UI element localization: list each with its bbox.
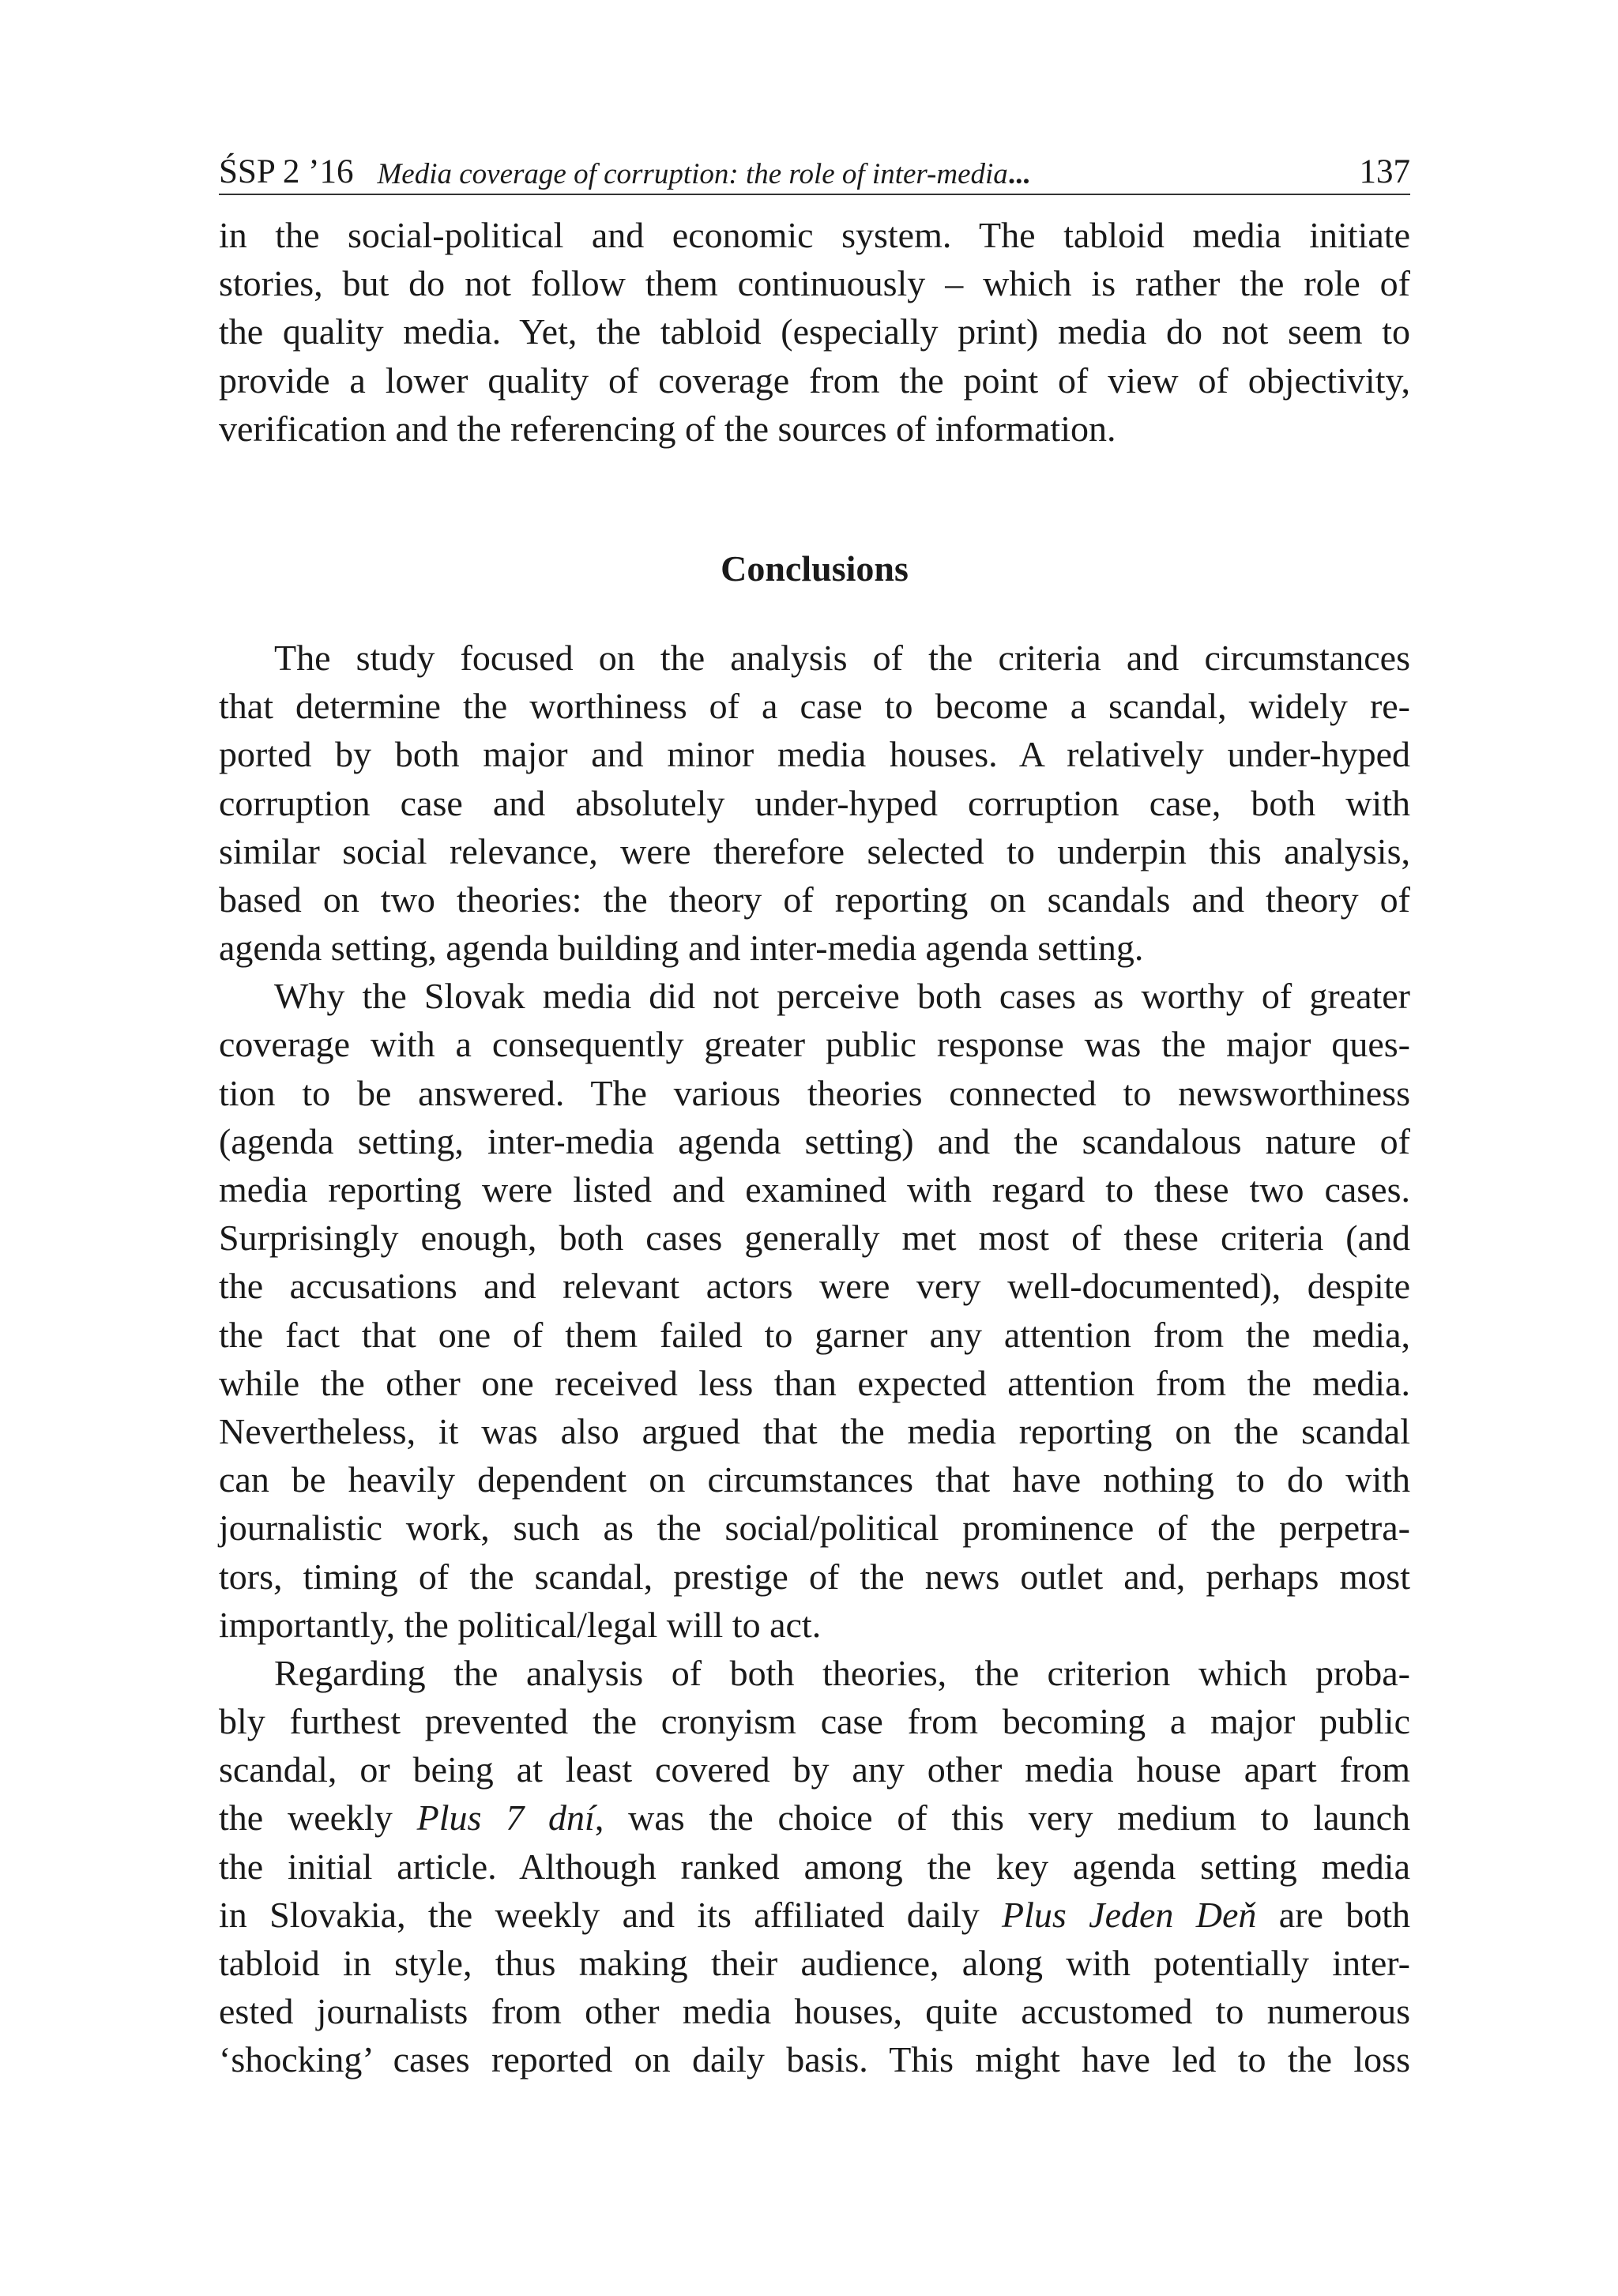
text-line: (agenda setting, inter-media agenda setting) and the scandalous nature of	[219, 1120, 1410, 1161]
text-line: Nevertheless, it was also argued that the media reporting on the scandal	[219, 1410, 1410, 1451]
text-line: ported by both major and minor media houses. A relatively under-hyped	[219, 734, 1410, 775]
text-line: in the social-political and economic system. The tabloid media initiate	[219, 215, 1410, 255]
text-line: The study focused on the analysis of the criteria and circumstances	[274, 637, 1410, 678]
text-line: provide a lower quality of coverage from the point of view of objectivity,	[219, 359, 1410, 401]
text-line: tion to be answered. The various theories connected to newsworthiness	[219, 1072, 1410, 1113]
text-line: while the other one received less than expected attention from the media.	[219, 1362, 1410, 1403]
text-line-with-italic	[219, 1891, 1410, 1939]
text-line: similar social relevance, were therefore selected to underpin this analysis,	[219, 830, 1410, 871]
text-line: Why the Slovak media did not perceive both cases as worthy of greater	[274, 976, 1410, 1017]
text-line: ‘shocking’ cases reported on daily basis. This might have led to the loss	[219, 2039, 1410, 2080]
text-line: stories, but do not follow them continuously – which is rather the role of	[219, 263, 1410, 304]
running-title-text: Media coverage of corruption: the role of inter-media	[377, 158, 1008, 190]
journal-issue: ŚSP 2 ’16	[219, 153, 354, 190]
text-line: agenda setting, agenda building and inter-media agenda setting.	[219, 928, 1144, 969]
text-line: tors, timing of the scandal, prestige of the news outlet and, perhaps most	[219, 1556, 1410, 1597]
conclusions-paragraph-1	[219, 634, 1410, 972]
section-heading-wrap	[219, 544, 1410, 593]
text-line: Regarding the analysis of both theories, the criterion which proba-	[274, 1652, 1410, 1693]
text-line: Surprisingly enough, both cases generally met most of these criteria (and	[219, 1218, 1410, 1259]
intro-paragraph	[219, 211, 1410, 453]
page-number: 137	[1359, 153, 1410, 190]
text-line: can be heavily dependent on circumstances that have nothing to do with	[219, 1459, 1410, 1500]
text-line: the initial article. Although ranked among the key agenda setting media	[219, 1846, 1410, 1887]
conclusions-paragraph-3	[219, 1649, 1410, 2084]
running-title-ellipsis: ...	[1007, 158, 1030, 190]
text-line: corruption case and absolutely under-hyped corruption case, both with	[219, 782, 1410, 823]
text-line: scandal, or being at least covered by any other media house apart from	[219, 1749, 1410, 1790]
text-line-with-italic	[219, 1794, 1410, 1842]
text-line: based on two theories: the theory of reporting on scandals and theory of	[219, 879, 1410, 920]
text-line: tabloid in style, thus making their audience, along with potentially inter-	[219, 1943, 1410, 1983]
publication-title-plus-jeden-den: Plus Jeden Deň	[1002, 1894, 1257, 1935]
conclusions-paragraph-2	[219, 972, 1410, 1649]
text-line: the fact that one of them failed to garner any attention from the media,	[219, 1314, 1410, 1355]
text-line: verification and the referencing of the sources of information.	[219, 408, 1116, 449]
page	[219, 146, 1410, 2084]
text-line: bly furthest prevented the cronyism case from becoming a major public	[219, 1701, 1410, 1742]
text-line: coverage with a consequently greater public response was the major ques-	[219, 1024, 1410, 1065]
text-line: that determine the worthiness of a case to become a scandal, widely re-	[219, 686, 1410, 727]
text-line: journalistic work, such as the social/political prominence of the perpetra-	[219, 1507, 1410, 1549]
section-heading: Conclusions	[721, 548, 909, 589]
text-line: the quality media. Yet, the tabloid (especially print) media do not seem to	[219, 311, 1410, 352]
text-line: the accusations and relevant actors were very well-documented), despite	[219, 1266, 1410, 1307]
text-segment: are both	[1256, 1894, 1411, 1935]
text-segment: , was the choice of this very medium to launch	[594, 1797, 1411, 1839]
running-header	[219, 146, 1410, 195]
text-line: ested journalists from other media houses, quite accustomed to numerous	[219, 1991, 1410, 2032]
publication-title-plus-7-dni: Plus 7 dní	[416, 1797, 595, 1839]
text-line: importantly, the political/legal will to act.	[219, 1604, 822, 1645]
text-segment: in Slovakia, the weekly and its affiliated daily	[219, 1894, 1003, 1935]
text-segment: the weekly	[219, 1797, 417, 1839]
text-line: media reporting were listed and examined with regard to these two cases.	[219, 1169, 1410, 1210]
running-title	[377, 160, 1359, 189]
